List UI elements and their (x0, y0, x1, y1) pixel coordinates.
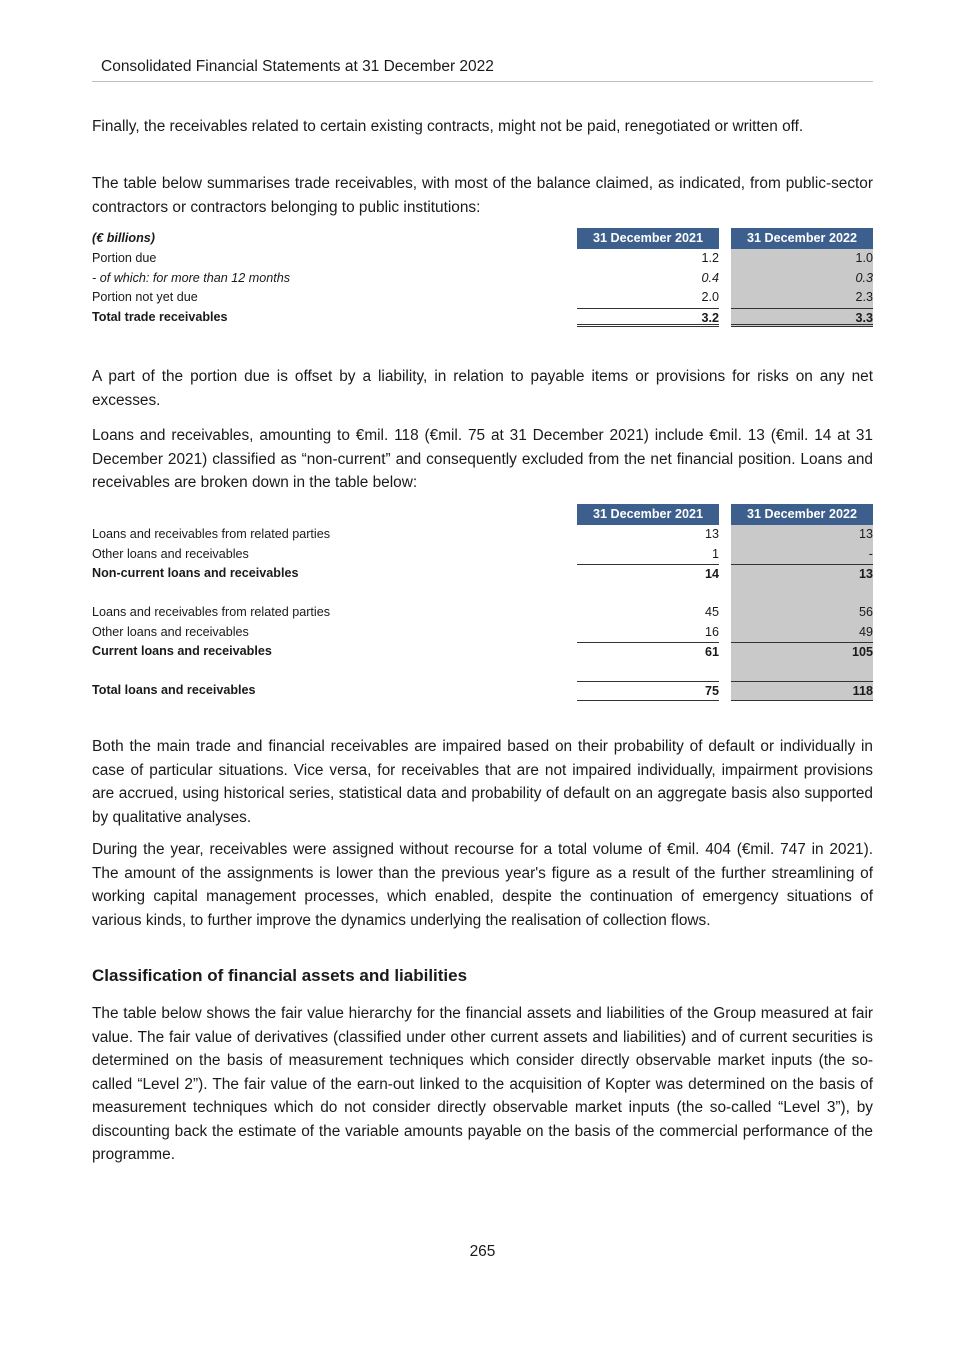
value-2021: 3.2 (577, 308, 719, 328)
table-total-row (92, 681, 873, 701)
row-label: Loans and receivables from related parties (92, 605, 331, 619)
table-row (92, 249, 873, 269)
value-2021: 75 (577, 681, 719, 701)
value-2022: 13 (731, 525, 873, 545)
value-2021: 61 (577, 642, 719, 662)
row-label: Other loans and receivables (92, 546, 249, 561)
value-2021: 1 (711, 546, 719, 561)
page-header: Consolidated Financial Statements at 31 December 2022 (92, 58, 873, 82)
value-2021: 2.0 (701, 290, 719, 304)
column-header-2022: 31 December 2022 (731, 504, 873, 525)
table-spacer-row (92, 584, 873, 604)
value-2022: 13 (731, 564, 873, 584)
value-2022: 56 (731, 603, 873, 623)
value-2021: 45 (704, 605, 719, 619)
loans-receivables-table (92, 504, 873, 701)
table-subtotal-row (92, 564, 873, 584)
table-row (92, 623, 873, 643)
column-header-2021: 31 December 2021 (577, 228, 719, 249)
column-header-2022: 31 December 2022 (731, 228, 873, 249)
row-label: Loans and receivables from related parties (92, 527, 331, 541)
spacer-cell (731, 584, 873, 604)
value-2022: 49 (731, 623, 873, 643)
value-2021: 13 (704, 527, 719, 541)
row-label: Other loans and receivables (92, 624, 249, 639)
table-subtotal-row (92, 642, 873, 662)
trade-receivables-table (92, 228, 873, 327)
page-number: 265 (469, 1243, 496, 1260)
value-2022: 0.3 (731, 269, 873, 289)
value-2022: 1.0 (731, 249, 873, 269)
row-label: Total trade receivables (92, 309, 228, 324)
paragraph-4: Loans and receivables, amounting to €mil. 118 (€mil. 75 at 31 December 2021) include €mil. 13 (€mil. 14 at 31 December 2021) classified as “non-current” and consequently excluded from the net financial position. Loans and receivables are broken down in the table below: (92, 427, 873, 491)
unit-label: (€ billions) (92, 231, 155, 245)
paragraph-2: The table below summarises trade receivables, with most of the balance claimed, as indicated, from public-sector contractors or contractors belonging to public institutions: (92, 175, 873, 216)
table-spacer-row (92, 662, 873, 682)
value-2022: 118 (731, 681, 873, 701)
row-label: Portion not yet due (92, 290, 198, 304)
paragraph-3: A part of the portion due is offset by a liability, in relation to payable items or provisions for risks on any net excesses. (92, 368, 873, 409)
section-heading: Classification of financial assets and liabilities (92, 966, 468, 985)
row-label: Non-current loans and receivables (92, 566, 299, 580)
row-label: Current loans and receivables (92, 644, 272, 658)
table-header-row (92, 504, 873, 525)
spacer-cell (731, 662, 873, 682)
row-label: Total loans and receivables (92, 683, 256, 697)
row-label: - of which: for more than 12 months (92, 270, 291, 285)
paragraph-7: The table below shows the fair value hierarchy for the financial assets and liabilities of the Group measured at fair value. The fair value of derivatives (classified under other current assets and liabilities) and of current securities is determined on the basis of measurement techniques which consider directly observable market inputs (the so-called “Level 2”). The fair value of the earn-out linked to the acquisition of Kopter was determined on the basis of measurement techniques which do not consider directly observable market inputs (the so-called “Level 3”), by discounting back the estimate of the variable amounts payable on the basis of the commercial performance of the programme. (92, 1005, 873, 1163)
value-2022: 105 (731, 642, 873, 662)
table-total-row (92, 308, 873, 328)
column-header-2021: 31 December 2021 (577, 504, 719, 525)
paragraph-5: Both the main trade and financial receivables are impaired based on their probability of default or individually in case of particular situations. Vice versa, for receivables that are not impaired individually, impairment provisions are accrued, using historical series, statistical data and probability of default on an aggregate basis also supported by qualitative analyses. (92, 738, 873, 826)
value-2022: 2.3 (731, 288, 873, 308)
value-2021: 1.2 (701, 251, 719, 265)
value-2022: - (731, 545, 873, 565)
table-row (92, 288, 873, 308)
table-header-row (92, 228, 873, 249)
table-row (92, 545, 873, 565)
paragraph-1: Finally, the receivables related to certain existing contracts, might not be paid, renegotiated or written off. (92, 118, 804, 135)
value-2022: 3.3 (731, 308, 873, 328)
paragraph-6: During the year, receivables were assigned without recourse for a total volume of €mil. 404 (€mil. 747 in 2021). The amount of the assignments is lower than the previous year's figure as a result of the further streamlining of working capital management processes, which enabled, despite the continuation of emergency situations of various kinds, to further improve the dynamics underlying the realisation of collection flows. (92, 841, 873, 929)
value-2021: 14 (577, 564, 719, 584)
row-label: Portion due (92, 251, 157, 265)
table-row (92, 269, 873, 289)
value-2021: 0.4 (701, 270, 719, 285)
table-row (92, 525, 873, 545)
table-row (92, 603, 873, 623)
value-2021: 16 (704, 624, 719, 639)
